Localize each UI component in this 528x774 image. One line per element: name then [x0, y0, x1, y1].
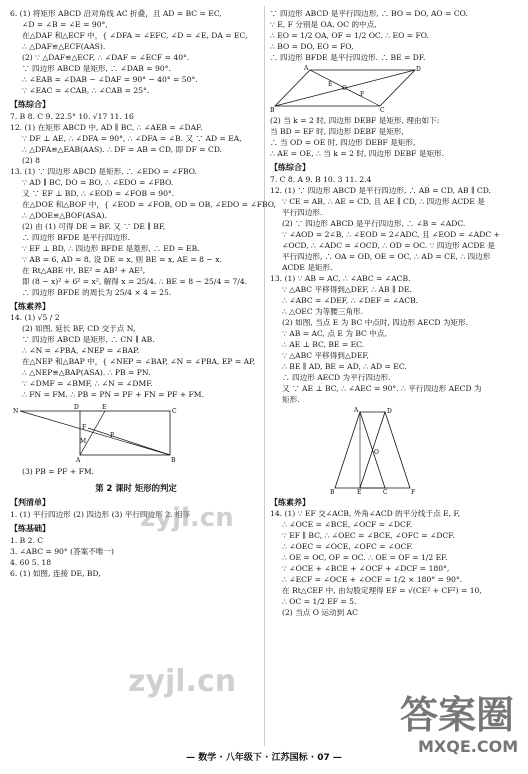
right-answer-text-3: [270, 497, 520, 619]
right-column: [270, 8, 520, 618]
answer-line: ∵ 四边形 ABCD 是矩形, ∴ ∠DAB = 90°.: [22, 64, 171, 73]
label-F: F: [82, 424, 87, 432]
section-heading: 【练综合】: [10, 100, 50, 109]
answer-line: 即 (8 − x)² + 6² = x², 解得 x = 25/4. ∴ BE = 8 − 25/4 = 7/4.: [22, 276, 248, 286]
answer-line: ∴ BE ∥ AD, BE = AD, ∴ AD = EC.: [282, 361, 407, 371]
label-C: C: [383, 488, 388, 496]
answer-line: 1. (1) 平行四边形 (2) 四边形 (3) 平行四边形 2. 相等: [10, 509, 190, 519]
answer-line: ∴ △NEP≌△BAP(ASA). ∴ PB = PN.: [22, 368, 151, 378]
label-D: D: [74, 404, 79, 412]
answer-line: ∵ ∠EAC = ∠CAB, ∴ ∠CAB = 25°.: [22, 86, 150, 95]
label-B: B: [171, 457, 176, 465]
label-C: C: [380, 107, 385, 114]
answer-line: (2) 如图, 延长 BF, CD 交于点 N,: [22, 324, 136, 334]
label-E: E: [328, 81, 333, 88]
watermark-text: zyjl.cn: [128, 664, 237, 699]
label-F: F: [360, 91, 365, 98]
geometry-diagram: [270, 66, 420, 112]
section-heading: 【练素养】: [10, 301, 50, 311]
answer-line: ∴ EO = 1/2 OA, OF = 1/2 OC. ∴ EO = FO.: [270, 31, 429, 40]
answer-line: 在△DOE 和△BOF 中，{ ∠EOD = ∠FOB, OD = OB, ∠EDO = ∠FBO,: [22, 199, 276, 209]
label-D: D: [416, 66, 421, 73]
label-A: A: [76, 457, 81, 465]
answer-line: ∴ FN = FM. ∴ PB = PN = PF + FN = PF + FM.: [22, 390, 204, 400]
answer-line: (2) 8: [22, 155, 41, 165]
label-D: D: [387, 407, 392, 415]
answer-line: ∴ ∠OCE = ∠BCE, ∠OCF = ∠DCF.: [282, 520, 413, 530]
answer-line: 14. (1) ∵ EF 交∠ACB, 外角∠ACD 的平分线于点 E, F,: [270, 509, 460, 519]
label-F: F: [411, 488, 416, 496]
answer-line: ∴ 四边形 AECD 为平行四边形.: [282, 372, 391, 382]
answer-line: ∴ △DAF≌△ECF(AAS).: [22, 42, 106, 51]
answer-line: ∴ BO = DO, EO = FO,: [270, 42, 354, 51]
section-heading: 【判清单】: [10, 498, 50, 508]
answer-line: ∵ DF ⊥ AE, ∴ ∠DFA = 90°, ∴ ∠DFA = ∠B. 又 ∵ AD = EA,: [22, 133, 242, 143]
answer-line: ∴ ∠OEC = ∠OCE, ∠OFC = ∠OCF.: [282, 542, 413, 552]
answer-line: ∴ AE ⊥ BC, BE = EC.: [282, 339, 365, 349]
answer-line: 平行四边形.: [282, 207, 323, 217]
label-B: B: [330, 488, 335, 496]
answer-line: ∴ ∠ABC = ∠DEF, ∴ ∠DEF = ∠ACB.: [282, 295, 419, 305]
geometry-diagram: [10, 403, 180, 463]
answer-line: (2) 当点 O 运动到 AC: [282, 608, 358, 618]
answer-line: ∴ AE = OE, ∴ 当 k = 2 时, 四边形 DEBF 是矩形.: [270, 149, 445, 158]
answer-line: 4. 60 5. 18: [10, 557, 52, 567]
answer-line: ∴ 四边形 BFDE 是平行四边形.: [22, 232, 131, 242]
answer-line: ∵ ∠OCE + ∠BCE + ∠OCF + ∠DCF = 180°,: [282, 564, 450, 574]
label-O: O: [374, 448, 379, 456]
answer-line: ∴ △OEC 为等腰三角形.: [282, 306, 364, 316]
answer-line: ∠D = ∠B = ∠E = 90°,: [22, 20, 108, 29]
left-answer-text: [10, 8, 276, 400]
lesson-title: 第 2 课时 矩形的判定: [95, 483, 177, 494]
answer-line: (2) 当 k = 2 时, 四边形 DEBF 是矩形, 理由如下:: [270, 116, 440, 125]
answer-line: ∵ △ABC 平移得到△DEF, ∴ AB ∥ DE.: [282, 284, 412, 294]
answer-line: 又 ∵ AE ⊥ BC, ∴ ∠AEC = 90°. ∴ 平行四边形 AECD 为: [282, 383, 482, 393]
answer-line: 6. (1) 如图, 连接 DE, BD,: [10, 568, 101, 578]
answer-line: ∵ AB = AC, 点 E 为 BC 中点,: [282, 328, 387, 338]
answer-line: 1. B 2. C: [10, 535, 44, 545]
answer-line: 13. (1) ∵ AB = AC, ∴ ∠ABC = ∠ACB.: [270, 273, 411, 283]
answer-line: 13. (1) ∵ 四边形 ABCD 是矩形, ∴ ∠EDO = ∠FBO.: [10, 166, 197, 176]
answer-line: ∵ 四边形 ABCD 是矩形, ∴ CN ∥ AB.: [22, 335, 155, 345]
column-divider: [264, 6, 265, 746]
watermark-url: MXQE.COM: [418, 737, 519, 756]
answer-line: ∴ 当 OD = OE 时, 四边形 DEBF 是矩形,: [270, 138, 416, 147]
watermark-text: zyjl.cn: [140, 503, 234, 533]
answer-line: ∴ ∠ECF = ∠OCE + ∠OCF = 1/2 × 180° = 90°.: [282, 575, 463, 585]
answer-line: ∴ 四边形 BFDE 是平行四边形. ∴ BE = DF.: [270, 53, 426, 62]
answer-line: 12. (1) ∵ 四边形 ABCD 是平行四边形, ∴ AB = CD, AB ∥ CD.: [270, 185, 491, 195]
answer-line: ∵ ∠AOD = 2∠B, ∴ ∠EOD = 2∠ADC, 且 ∠EOD = ∠ADC +: [282, 229, 500, 239]
figure-triangles: [270, 408, 520, 494]
answer-line: 在 Rt△CEF 中, 由勾股定理得 EF = √(CE² + CF²) = 10,: [282, 586, 482, 596]
label-E: E: [102, 404, 107, 412]
answer-line: 当 BD = EF 时, 四边形 DEBF 是矩形,: [270, 127, 404, 136]
answer-line: (3) PB = PF + FM.: [22, 467, 95, 477]
answer-line: ∵ AB = 6, AD = 8, 设 DE = x, 则 BE = x, AE = 8 − x.: [22, 254, 222, 264]
right-answer-text-2: [270, 115, 520, 405]
answer-line: 平行四边形, ∴ OA = OD, OE = OC, ∴ AD = CE, ∴ 四边形: [282, 251, 491, 261]
answer-line: 14. (1) √5 / 2: [10, 313, 60, 323]
answer-line: 在△DAF 和△ECF 中，{ ∠DFA = ∠EFC, ∠D = ∠E, DA = EC,: [22, 31, 248, 40]
section-heading: 【练基础】: [10, 523, 50, 533]
answer-line: ∴ OC = 1/2 EF = 5.: [282, 597, 357, 607]
answer-line: ∴ OE = OC, OF = OC. ∴ OE = OF = 1/2 EF.: [282, 553, 448, 563]
label-E: E: [357, 488, 362, 496]
answer-line: ∵ ∠DMF = ∠BMF, ∴ ∠N = ∠DMF.: [22, 379, 153, 389]
answer-line: ∴ △DOE≌△BOF(ASA).: [22, 210, 107, 220]
answer-line: 又 ∵ EF ⊥ BD, ∴ ∠EOD = ∠FOB = 90°.: [22, 188, 175, 198]
answer-line: ∵ EF ⊥ BD, ∴ 四边形 BFDE 是菱形, ∴ ED = EB.: [22, 243, 200, 253]
answer-line: ∠OCD, ∴ ∠ADC = ∠OCD, ∴ OD = OC. ∵ 四边形 ACDE 是: [282, 240, 495, 250]
answer-line: 7. C 8. A 9. B 10. 3 11. 2.4: [270, 174, 372, 184]
answer-line: ∵ EF ∥ BC, ∴ ∠OEC = ∠BCE, ∠OFC = ∠DCF.: [282, 531, 455, 541]
answer-line: ∵ △ABC 平移得到△DEF,: [282, 350, 369, 360]
figure-parallelogram: [270, 66, 520, 112]
page-footer: — 数学 · 八年级下 · 江苏国标 · 07 —: [186, 753, 342, 763]
answer-line: 6. (1) 将矩形 ABCD 沿对角线 AC 折叠，且 AD = BC = EC,: [10, 9, 222, 18]
watermark-logo: 答案圈: [400, 693, 515, 737]
answer-line: ACDE 是矩形.: [282, 262, 333, 272]
label-A: A: [304, 65, 309, 72]
answer-line: (2) 如图, 当点 E 为 BC 中点时, 四边形 AECD 为矩形.: [282, 317, 469, 327]
figure-rectangle-pbfm: [10, 403, 262, 463]
answer-line: ∵ CE = AB, ∴ AE = CD, 且 AE ∥ CD, ∴ 四边形 ACDE 是: [282, 196, 485, 206]
answer-line: 7. B 8. C 9. 22.5° 10. √17 11. 16: [10, 111, 134, 121]
answer-line: 3. ∠ABC = 90° (答案不唯一): [10, 546, 114, 556]
answer-line: ∴ ∠N = ∠PBA, ∠NEP = ∠BAP.: [22, 346, 140, 356]
answer-line: 12. (1) 在矩形 ABCD 中, AD ∥ BC, ∴ ∠AEB = ∠DAF.: [10, 122, 203, 132]
section-heading: 【练素养】: [270, 497, 310, 507]
answer-line: ∵ E, F 分别是 OA, OC 的中点,: [270, 20, 377, 29]
answer-line: (2) ∵ 四边形 ABCD 是平行四边形, ∴ ∠B = ∠ADC.: [282, 218, 466, 228]
label-B: B: [270, 107, 275, 114]
answer-line: (2) 由 (1) 可得 DE = BF. 又 ∵ DE ∥ BF,: [22, 221, 166, 231]
answer-line: ∵ AD ∥ BC, DO = BO, ∴ ∠EDO = ∠FBO.: [22, 177, 174, 187]
answer-line: 在 Rt△ABE 中, BE² = AB² + AE²,: [22, 265, 146, 275]
answer-line: (2) ∵ △DAF≌△ECF, ∴ ∠DAF = ∠ECF = 40°.: [22, 53, 190, 62]
label-M: M: [80, 438, 87, 446]
label-N: N: [13, 408, 19, 416]
label-O: O: [342, 85, 347, 92]
answer-line: 矩形.: [282, 394, 300, 404]
left-column: [10, 8, 276, 579]
answer-line: ∴ △DFA≌△EAB(AAS). ∴ DF = AB = CD, 即 DF = CD.: [22, 144, 223, 154]
answer-line: ∵ 四边形 ABCD 是平行四边形, ∴ BO = DO, AO = CO.: [270, 9, 468, 18]
label-C: C: [172, 408, 177, 416]
answer-line: ∴ ∠EAB = ∠DAB − ∠DAF = 90° − 40° = 50°.: [22, 75, 198, 84]
geometry-diagram: [330, 408, 430, 494]
label-A: A: [354, 406, 359, 414]
label-P: P: [110, 432, 115, 440]
answer-line: ∴ 四边形 BFDE 的周长为 25/4 × 4 = 25.: [22, 287, 172, 297]
section-heading: 【练综合】: [270, 163, 310, 172]
answer-line: 在△NEP 和△BAP 中，{ ∠NEP = ∠BAP, ∠N = ∠PBA, EP = AP,: [22, 357, 256, 367]
right-answer-text: [270, 8, 520, 63]
